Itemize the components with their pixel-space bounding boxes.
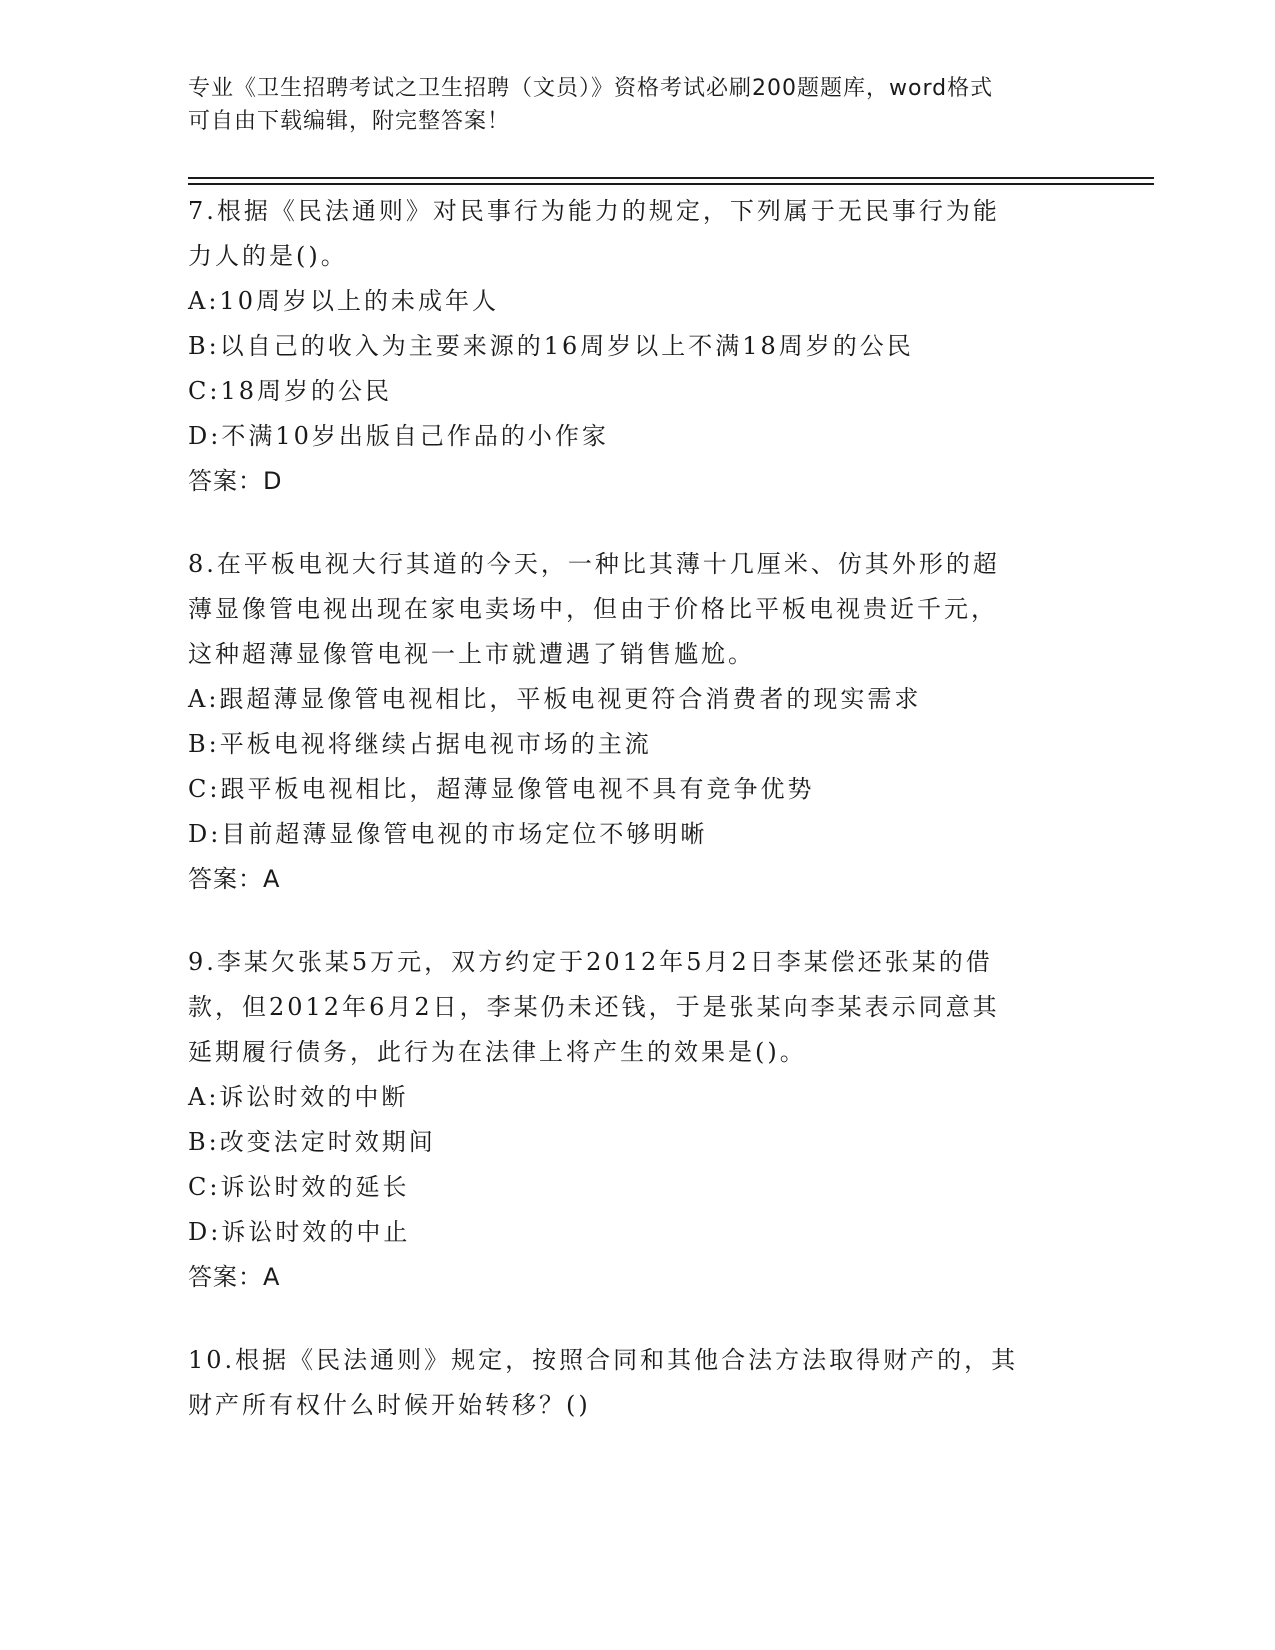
question-8 — [188, 542, 1088, 902]
question-7 — [188, 189, 1088, 504]
option-d: D:目前超薄显像管电视的市场定位不够明晰 — [188, 820, 708, 848]
question-line: 财产所有权什么时候开始转移？() — [188, 1391, 591, 1419]
option-b: B:以自己的收入为主要来源的16周岁以上不满18周岁的公民 — [188, 332, 914, 360]
option-a: A:10周岁以上的未成年人 — [188, 287, 499, 315]
option-a: A:诉讼时效的中断 — [188, 1083, 409, 1111]
answer-line: 答案：D — [188, 467, 283, 495]
answer-line: 答案：A — [188, 1263, 281, 1291]
option-c: C:跟平板电视相比，超薄显像管电视不具有竞争优势 — [188, 775, 815, 803]
question-line: 薄显像管电视出现在家电卖场中，但由于价格比平板电视贵近千元， — [188, 595, 998, 623]
option-d: D:不满10岁出版自己作品的小作家 — [188, 422, 609, 450]
header-divider-top — [188, 177, 1154, 179]
header-divider-bottom — [188, 183, 1154, 185]
question-line: 款，但2012年6月2日，李某仍未还钱，于是张某向李某表示同意其 — [188, 993, 1000, 1021]
question-line: 10.根据《民法通则》规定，按照合同和其他合法方法取得财产的，其 — [188, 1346, 1019, 1374]
option-c: C:18周岁的公民 — [188, 377, 392, 405]
question-list — [188, 189, 1088, 1466]
header-line-1: 专业《卫生招聘考试之卫生招聘（文员）》资格考试必刷200题题库，word格式 — [188, 76, 994, 101]
option-a: A:跟超薄显像管电视相比，平板电视更符合消费者的现实需求 — [188, 685, 922, 713]
option-d: D:诉讼时效的中止 — [188, 1218, 411, 1246]
question-10 — [188, 1338, 1088, 1428]
document-header — [188, 72, 1068, 138]
question-line: 延期履行债务，此行为在法律上将产生的效果是()。 — [188, 1038, 807, 1066]
question-9 — [188, 940, 1088, 1300]
header-line-2: 可自由下载编辑，附完整答案！ — [188, 109, 511, 134]
question-line: 9.李某欠张某5万元，双方约定于2012年5月2日李某偿还张某的借 — [188, 948, 993, 976]
question-line: 力人的是()。 — [188, 242, 348, 270]
option-b: B:改变法定时效期间 — [188, 1128, 436, 1156]
question-line: 7.根据《民法通则》对民事行为能力的规定，下列属于无民事行为能 — [188, 197, 1000, 225]
answer-line: 答案：A — [188, 865, 281, 893]
question-line: 这种超薄显像管电视一上市就遭遇了销售尴尬。 — [188, 640, 755, 668]
question-line: 8.在平板电视大行其道的今天，一种比其薄十几厘米、仿其外形的超 — [188, 550, 1000, 578]
option-c: C:诉讼时效的延长 — [188, 1173, 410, 1201]
option-b: B:平板电视将继续占据电视市场的主流 — [188, 730, 652, 758]
